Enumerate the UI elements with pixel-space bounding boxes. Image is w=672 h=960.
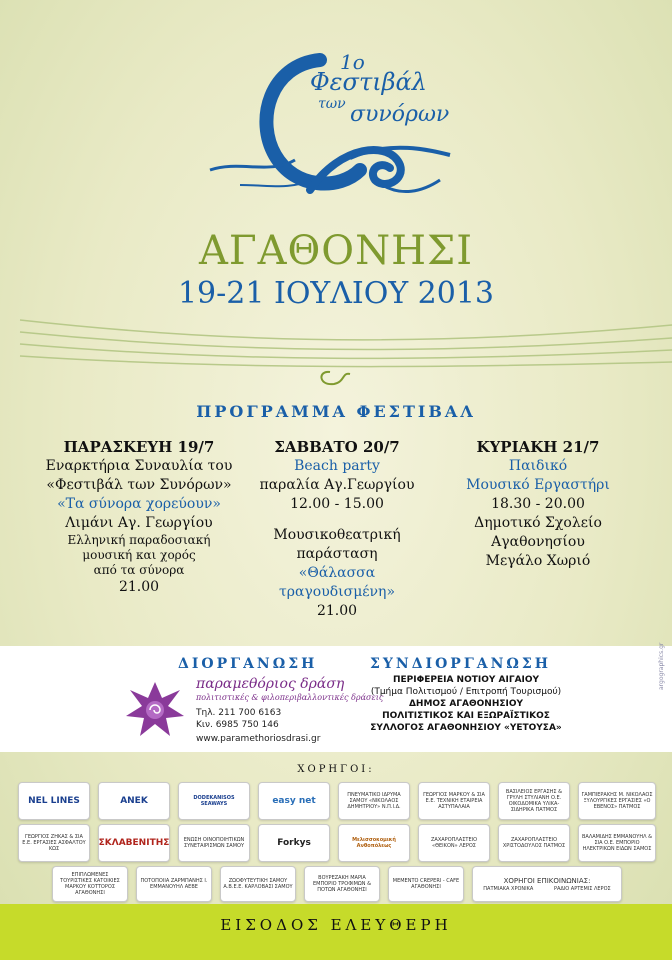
event-time: 12.00 - 15.00 bbox=[290, 496, 384, 512]
media-sponsors-title: ΧΟΡΗΓΟΙ ΕΠΙΚΟΙΝΩΝΙΑΣ: bbox=[503, 876, 591, 885]
sponsor-logo: ΒΑΛΑΜΙΔΗΣ ΕΜΜΑΝΟΥΗΛ & ΣΙΑ Ο.Ε. ΕΜΠΟΡΙΟ ΗΛΕΚΤΡΙΚΩΝ ΕΙΔΩΝ ΣΑΜΟΣ bbox=[578, 824, 656, 862]
day-heading: ΠΑΡΑΣΚΕΥΗ 19/7 bbox=[63, 438, 215, 456]
event-line: Λιμάνι Αγ. Γεωργίου bbox=[65, 515, 213, 531]
sponsor-logo: ΒΑΣΙΛΕΙΟΣ ΕΡΓΑΣΗΣ & ΓΡΥΛΗ ΣΤΥΛΙΑΝΗ Ο.Ε. ΟΙΚΟΔΟΜΙΚΑ ΥΛΙΚΑ-ΣΙΔΗΡΙΚΑ ΠΑΤΜΟΣ bbox=[498, 782, 570, 820]
program-day-sunday bbox=[448, 438, 628, 571]
event-line: Μουσικό Εργαστήρι bbox=[466, 477, 610, 493]
event-line: «Θάλασσα τραγουδισμένη» bbox=[278, 565, 396, 600]
sponsor-logo: ΓΑΜΠΙΕΡΑΚΗΣ Μ. ΝΙΚΟΛΑΟΣ ΞΥΛΟΥΡΓΙΚΕΣ ΕΡΓΑΣΙΕΣ «Ο ΕΒΕΝΟΣ» ΠΑΤΜΟΣ bbox=[578, 782, 656, 820]
event-line: μουσική και χορός bbox=[82, 548, 196, 562]
place-title: ΑΓΑΘΟΝΗΣΙ bbox=[198, 228, 474, 274]
logo-word-festival: Φεστιβάλ bbox=[310, 68, 427, 96]
event-line: Beach party bbox=[294, 458, 380, 474]
program-day-saturday bbox=[248, 438, 426, 621]
program-day-friday bbox=[36, 438, 242, 597]
sponsor-logo: easy net bbox=[258, 782, 330, 820]
media-sponsors-box bbox=[472, 866, 622, 902]
logo-word-of: των bbox=[318, 96, 346, 112]
coorganizer-municipality: ΔΗΜΟΣ ΑΓΑΘΟΝΗΣΙΟΥ bbox=[408, 699, 524, 709]
decorative-waves-icon bbox=[0, 310, 672, 400]
sponsor-logo: ΖΑΧΑΡΟΠΛΑΣΤΕΙΟ ΧΡΙΣΤΟΔΟΥΛΟΣ ΠΑΤΜΟΣ bbox=[498, 824, 570, 862]
sponsor-logo: NEL LINES bbox=[18, 782, 90, 820]
sponsor-logo: DODEKANISOS SEAWAYS bbox=[178, 782, 250, 820]
event-line: Εναρκτήρια Συναυλία του bbox=[45, 458, 233, 474]
sponsor-logo: Μελισσοκομική Ανθοπόλεως bbox=[338, 824, 410, 862]
sponsor-logo: ΖΑΧΑΡΟΠΛΑΣΤΕΙΟ «ΘΕΙΚΟΝ» ΛΕΡΟΣ bbox=[418, 824, 490, 862]
sponsor-logo: ΓΕΩΡΓΙΟΣ ΖΗΚΑΣ & ΣΙΑ Ε.Ε. ΕΡΓΑΣΙΕΣ ΑΣΦΑΛΤΟΥ ΚΩΣ bbox=[18, 824, 90, 862]
sponsor-logo: ΖΩΟΦΥΤΕΥΤΙΚΗ ΣΑΜΟΥ Α.Β.Ε.Ε. ΚΑΡΛΟΒΑΣΙ ΣΑΜΟΥ bbox=[220, 866, 296, 902]
sponsor-logo: ΜΕΜΕΝΤΟ CREPERI - CAFE ΑΓΑΘΟΝΗΣΙ bbox=[388, 866, 464, 902]
sponsor-logo: ΓΕΩΡΓΙΟΣ ΜΑΡΚΟΥ & ΣΙΑ Ε.Ε. ΤΕΧΝΙΚΗ ΕΤΑΙΡΕΙΑ ΑΣΤΥΠΑΛΑΙΑ bbox=[418, 782, 490, 820]
sponsors-heading: ΧΟΡΗΓΟΙ: bbox=[297, 764, 375, 775]
event-line: Μουσικοθεατρική bbox=[273, 527, 401, 543]
coorganizer-association-2: ΣΥΛΛΟΓΟΣ ΑΓΑΘΟΝΗΣΙΟΥ «ΥΕΤΟΥΣΑ» bbox=[370, 723, 562, 733]
coorganizer-association-1: ΠΟΛΙΤΙΣΤΙΚΟΣ ΚΑΙ ΕΞΩΡΑΪΣΤΙΚΟΣ bbox=[382, 711, 550, 721]
event-line: «Τα σύνορα χορεύουν» bbox=[57, 496, 221, 512]
event-line: «Φεστιβάλ των Συνόρων» bbox=[46, 477, 232, 493]
sponsor-logo: ΕΝΩΣΗ ΟΙΝΟΠΟΙΗΤΙΚΩΝ ΣΥΝΕΤΑΙΡΙΣΜΩΝ ΣΑΜΟΥ bbox=[178, 824, 250, 862]
coorganizer-dept: (Τμήμα Πολιτισμού / Επιτροπή Τουρισμού) bbox=[370, 687, 562, 697]
media-sponsor: ΡΑΔΙΟ ΑΡΤΕΜΙΣ ΛΕΡΟΣ bbox=[553, 885, 611, 892]
media-sponsor: ΠΑΤΜΙΑΚΑ ΧΡΟΝΙΚΑ bbox=[483, 885, 534, 892]
event-line: Μεγάλο Χωριό bbox=[485, 553, 591, 569]
event-line: από τα σύνορα bbox=[93, 563, 185, 577]
event-time: 21.00 bbox=[118, 579, 160, 595]
organizer-name: παραμεθόριος δράση bbox=[196, 676, 345, 692]
sponsor-logo: ΠΝΕΥΜΑΤΙΚΟ ΙΔΡΥΜΑ ΣΑΜΟΥ «ΝΙΚΟΛΑΟΣ ΔΗΜΗΤΡΙΟΥ» Ν.Π.Ι.Δ. bbox=[338, 782, 410, 820]
sponsor-logo: Forkys bbox=[258, 824, 330, 862]
organizer-phone: Τηλ. 211 700 6163 bbox=[196, 708, 282, 718]
event-line: Παιδικό bbox=[508, 458, 568, 474]
festival-dates: 19-21 ΙΟΥΛΙΟΥ 2013 bbox=[177, 276, 495, 311]
event-line: Αγαθονησίου bbox=[491, 534, 585, 550]
shell-logo-icon bbox=[122, 676, 188, 742]
event-line: παράσταση bbox=[296, 546, 378, 562]
event-line: Δημοτικό Σχολείο bbox=[474, 515, 602, 531]
sponsor-logo: ΠΟΤΟΠΟΙΙΑ ΖΑΡΜΠΑΝΗΣ Ι. ΕΜΜΑΝΟΥΗΛ ΑΕΒΕ bbox=[136, 866, 212, 902]
program-title: ΠΡΟΓΡΑΜΜΑ ΦΕΣΤΙΒΑΛ bbox=[196, 402, 476, 421]
event-time: 21.00 bbox=[316, 603, 358, 619]
event-time: 18.30 - 20.00 bbox=[491, 496, 585, 512]
day-heading: ΚΥΡΙΑΚΗ 21/7 bbox=[476, 438, 600, 456]
design-credit: argographics.gr bbox=[658, 642, 665, 690]
sponsor-logo: ANEK bbox=[98, 782, 170, 820]
day-heading: ΣΑΒΒΑΤΟ 20/7 bbox=[274, 438, 400, 456]
organizer-heading: ΔΙΟΡΓΑΝΩΣΗ bbox=[178, 656, 318, 672]
organizer-mobile: Κιν. 6985 750 146 bbox=[196, 720, 279, 730]
logo-word-borders: συνόρων bbox=[350, 102, 450, 127]
coorganizer-region: ΠΕΡΙΦΕΡΕΙΑ ΝΟΤΙΟΥ ΑΙΓΑΙΟΥ bbox=[392, 675, 540, 685]
sponsor-logo: ΣΚΛΑΒΕΝΙΤΗΣ bbox=[98, 824, 170, 862]
event-line: Ελληνική παραδοσιακή bbox=[67, 533, 211, 547]
logo-number: 1ο bbox=[340, 50, 365, 74]
free-entry-text: ΕΙΣΟΔΟΣ ΕΛΕΥΘΕΡΗ bbox=[220, 916, 452, 934]
sponsor-logo: ΕΠΙΠΛΩΜΕΝΕΣ ΤΟΥΡΙΣΤΙΚΕΣ ΚΑΤΟΙΚΙΕΣ ΜΑΡΚΟΥ ΚΟΤΤΟΡΟΣ ΑΓΑΘΟΝΗΣΙ bbox=[52, 866, 128, 902]
organizer-subtitle: πολιτιστικές & φιλοπεριβαλλοντικές δράσεις bbox=[196, 693, 384, 702]
coorganizer-heading: ΣΥΝΔΙΟΡΓΑΝΩΣΗ bbox=[370, 656, 552, 672]
event-line: παραλία Αγ.Γεωργίου bbox=[259, 477, 415, 493]
coorganizers-list bbox=[316, 674, 616, 734]
sponsor-logo: ΒΟΥΡΕΖΑΚΗ ΜΑΡΙΑ ΕΜΠΟΡΙΟ ΤΡΟΦΙΜΩΝ & ΠΟΤΩΝ ΑΓΑΘΟΝΗΣΙ bbox=[304, 866, 380, 902]
organizer-website[interactable]: www.paramethoriosdrasi.gr bbox=[196, 734, 321, 744]
